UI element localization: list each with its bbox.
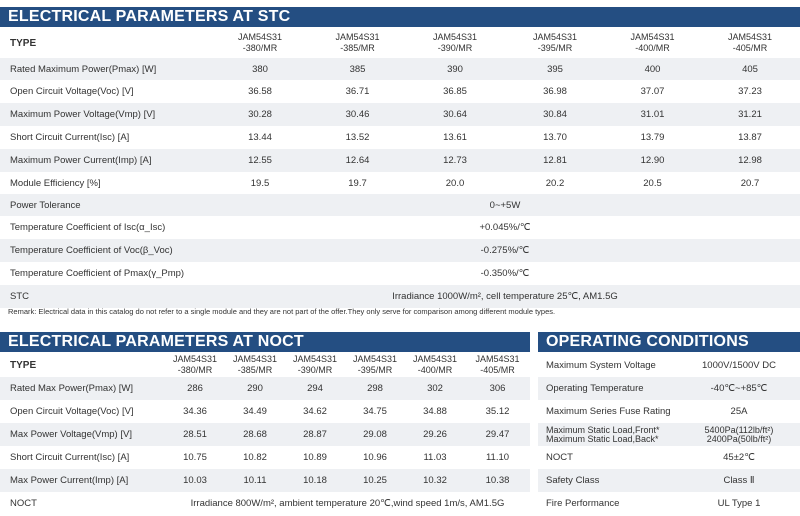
cell-value: 34.62 — [303, 406, 327, 417]
cell-value: Irradiance 800W/m², ambient temperature 20℃,wind speed 1m/s, AM1.5G — [190, 498, 505, 509]
noct-model: JAM54S31 -395/MR — [352, 354, 398, 375]
cell-value: 405 — [700, 58, 800, 80]
cell-value: 29.47 — [465, 423, 530, 446]
noct-type-row — [0, 353, 530, 377]
ops-section-title: OPERATING CONDITIONS — [538, 332, 800, 352]
row-label: Operating Temperature — [538, 377, 678, 400]
cell-value: 13.79 — [640, 132, 665, 143]
cell-value: 20.7 — [740, 177, 760, 189]
stc-model: JAM54S31 -385/MR — [335, 32, 380, 53]
row-label: Temperature Coefficient of Isc(α_Isc) — [10, 222, 166, 233]
cell-value: 13.61 — [443, 132, 467, 143]
cell-value: 395 — [505, 58, 605, 80]
cell-value: 30.46 — [310, 103, 405, 126]
ops-row-operating-temp — [538, 377, 800, 400]
cell-value: 30.28 — [210, 103, 310, 126]
cell-value: -0.350%/℃ — [480, 268, 530, 279]
stc-row-voc — [0, 80, 800, 103]
remark-note: Remark: Electrical data in this catalog do not refer to a single module and they are not part of the offer.They only serve for comparison among different module types. — [8, 307, 556, 316]
row-label: Power Tolerance — [0, 194, 210, 216]
cell-value: 34.75 — [363, 406, 387, 417]
cell-value: 31.01 — [605, 103, 700, 126]
noct-type-label: TYPE — [10, 359, 37, 371]
cell-value: 12.81 — [505, 149, 605, 172]
ops-row-safety-class — [538, 469, 800, 492]
cell-value: 11.10 — [485, 452, 510, 463]
row-label: Open Circuit Voltage(Voc) [V] — [10, 86, 134, 97]
cell-value: 11.03 — [423, 452, 447, 463]
ops-table — [538, 353, 800, 515]
cell-value: 1000V/1500V DC — [702, 359, 776, 371]
row-label: Maximum Static Load,Front* Maximum Static Load,Back* — [538, 423, 678, 446]
stc-model: JAM54S31 -405/MR — [727, 32, 773, 53]
noct-row-vmp — [0, 423, 530, 446]
stc-row-temp-isc — [0, 216, 800, 239]
cell-value: 20.2 — [545, 177, 565, 189]
cell-value: 36.98 — [543, 86, 567, 97]
stc-section-title: ELECTRICAL PARAMETERS AT STC — [0, 7, 800, 27]
cell-value: 34.49 — [243, 406, 267, 417]
cell-value: 10.96 — [363, 452, 387, 463]
cell-value: 10.11 — [225, 469, 285, 492]
row-label: Temperature Coefficient of Voc(β_Voc) — [0, 239, 210, 262]
stc-row-tolerance — [0, 194, 800, 216]
cell-value: 29.08 — [345, 423, 405, 446]
stc-model: JAM54S31 -380/MR — [237, 32, 283, 53]
noct-row-isc — [0, 446, 530, 469]
row-label: Module Efficiency [%] — [10, 177, 101, 189]
row-label: Fire Performance — [546, 498, 620, 509]
row-label: Max Power Voltage(Vmp) [V] — [0, 423, 165, 446]
cell-value: 36.71 — [345, 86, 370, 97]
noct-model: JAM54S31 -385/MR — [232, 354, 278, 375]
cell-value: -40℃~+85℃ — [678, 377, 800, 400]
cell-value: +0.045%/℃ — [479, 222, 531, 233]
row-label: Open Circuit Voltage(Voc) [V] — [10, 406, 134, 417]
cell-value: 306 — [465, 377, 530, 400]
ops-row-system-voltage — [538, 353, 800, 377]
cell-value: 10.82 — [243, 452, 267, 463]
cell-value: -0.275%/℃ — [210, 239, 800, 262]
cell-value: Class Ⅱ — [678, 469, 800, 492]
stc-row-temp-voc — [0, 239, 800, 262]
cell-value: 10.75 — [183, 452, 207, 463]
cell-value: 12.90 — [605, 149, 700, 172]
row-label: Maximum Series Fuse Rating — [546, 406, 671, 417]
noct-row-noct — [0, 492, 530, 515]
cell-value: 29.26 — [405, 423, 465, 446]
cell-value: 298 — [345, 377, 405, 400]
stc-row-isc — [0, 126, 800, 149]
stc-model: JAM54S31 -400/MR — [630, 32, 675, 53]
cell-value: 13.70 — [543, 132, 567, 143]
row-label: Safety Class — [538, 469, 678, 492]
stc-model: JAM54S31 -390/MR — [432, 32, 478, 53]
row-label: Rated Maximum Power(Pmax) [W] — [0, 58, 210, 80]
cell-value: 290 — [225, 377, 285, 400]
cell-value: 28.68 — [225, 423, 285, 446]
noct-model: JAM54S31 -390/MR — [292, 354, 338, 375]
cell-value: 20.0 — [445, 177, 465, 189]
cell-value: 34.36 — [183, 406, 207, 417]
cell-value: 12.73 — [405, 149, 505, 172]
row-label: Maximum Power Voltage(Vmp) [V] — [0, 103, 210, 126]
stc-row-pmax — [0, 58, 800, 80]
cell-value: 36.85 — [443, 86, 467, 97]
noct-model: JAM54S31 -400/MR — [412, 354, 458, 375]
cell-value: 10.03 — [165, 469, 225, 492]
stc-row-stc — [0, 285, 800, 308]
stc-row-vmp — [0, 103, 800, 126]
cell-value: 37.07 — [640, 86, 665, 97]
cell-value: 13.44 — [248, 132, 272, 143]
cell-value: 5400Pa(112lb/ft²) 2400Pa(50lb/ft²) — [678, 423, 800, 446]
cell-value: 385 — [310, 58, 405, 80]
cell-value: 10.89 — [303, 452, 327, 463]
cell-value: 10.38 — [465, 469, 530, 492]
cell-value: 13.87 — [738, 132, 762, 143]
cell-value: 10.32 — [405, 469, 465, 492]
cell-value: 13.52 — [345, 132, 370, 143]
row-label: Maximum System Voltage — [546, 359, 656, 371]
cell-value: 10.18 — [285, 469, 345, 492]
cell-value: 390 — [405, 58, 505, 80]
cell-value: 36.58 — [248, 86, 272, 97]
noct-table — [0, 353, 530, 515]
cell-value: 28.87 — [285, 423, 345, 446]
ops-row-fire-performance — [538, 492, 800, 515]
row-label: Max Power Current(Imp) [A] — [0, 469, 165, 492]
noct-section-title: ELECTRICAL PARAMETERS AT NOCT — [0, 332, 530, 352]
cell-value: 35.12 — [485, 406, 510, 417]
cell-value: Irradiance 1000W/m², cell temperature 25℃, AM1.5G — [210, 285, 800, 308]
cell-value: 28.51 — [165, 423, 225, 446]
ops-row-static-load — [538, 423, 800, 446]
cell-value: 34.88 — [423, 406, 447, 417]
cell-value: 25A — [730, 406, 748, 417]
row-label: NOCT — [546, 452, 573, 463]
cell-value: 12.64 — [310, 149, 405, 172]
cell-value: 30.64 — [405, 103, 505, 126]
cell-value: 19.5 — [250, 177, 270, 189]
row-label: NOCT — [10, 498, 37, 509]
cell-value: UL Type 1 — [717, 498, 761, 509]
stc-row-efficiency — [0, 172, 800, 194]
cell-value: 380 — [210, 58, 310, 80]
stc-type-row — [0, 28, 800, 58]
noct-row-pmax — [0, 377, 530, 400]
row-label: Maximum Power Current(Imp) [A] — [0, 149, 210, 172]
cell-value: 20.5 — [643, 177, 662, 189]
row-label: Short Circuit Current(Isc) [A] — [10, 132, 130, 143]
cell-value: 31.21 — [700, 103, 800, 126]
row-label: Temperature Coefficient of Pmax(γ_Pmp) — [10, 268, 185, 279]
row-label: Rated Max Power(Pmax) [W] — [0, 377, 165, 400]
ops-row-fuse-rating — [538, 400, 800, 423]
cell-value: 302 — [405, 377, 465, 400]
row-label: STC — [0, 285, 210, 308]
cell-value: 12.55 — [210, 149, 310, 172]
cell-value: 37.23 — [738, 86, 762, 97]
noct-model: JAM54S31 -405/MR — [475, 354, 520, 375]
cell-value: 12.98 — [700, 149, 800, 172]
stc-type-label: TYPE — [10, 37, 37, 49]
stc-model: JAM54S31 -395/MR — [532, 32, 578, 53]
ops-row-noct — [538, 446, 800, 469]
cell-value: 19.7 — [348, 177, 367, 189]
stc-table — [0, 28, 800, 308]
cell-value: 400 — [605, 58, 700, 80]
cell-value: 45±2℃ — [723, 452, 755, 463]
stc-row-temp-pmax — [0, 262, 800, 285]
cell-value: 10.25 — [345, 469, 405, 492]
row-label: Short Circuit Current(Isc) [A] — [10, 452, 130, 463]
cell-value: 30.84 — [505, 103, 605, 126]
cell-value: 0~+5W — [210, 194, 800, 216]
cell-value: 294 — [285, 377, 345, 400]
stc-row-imp — [0, 149, 800, 172]
noct-model: JAM54S31 -380/MR — [172, 354, 218, 375]
noct-row-imp — [0, 469, 530, 492]
cell-value: 286 — [165, 377, 225, 400]
noct-row-voc — [0, 400, 530, 423]
